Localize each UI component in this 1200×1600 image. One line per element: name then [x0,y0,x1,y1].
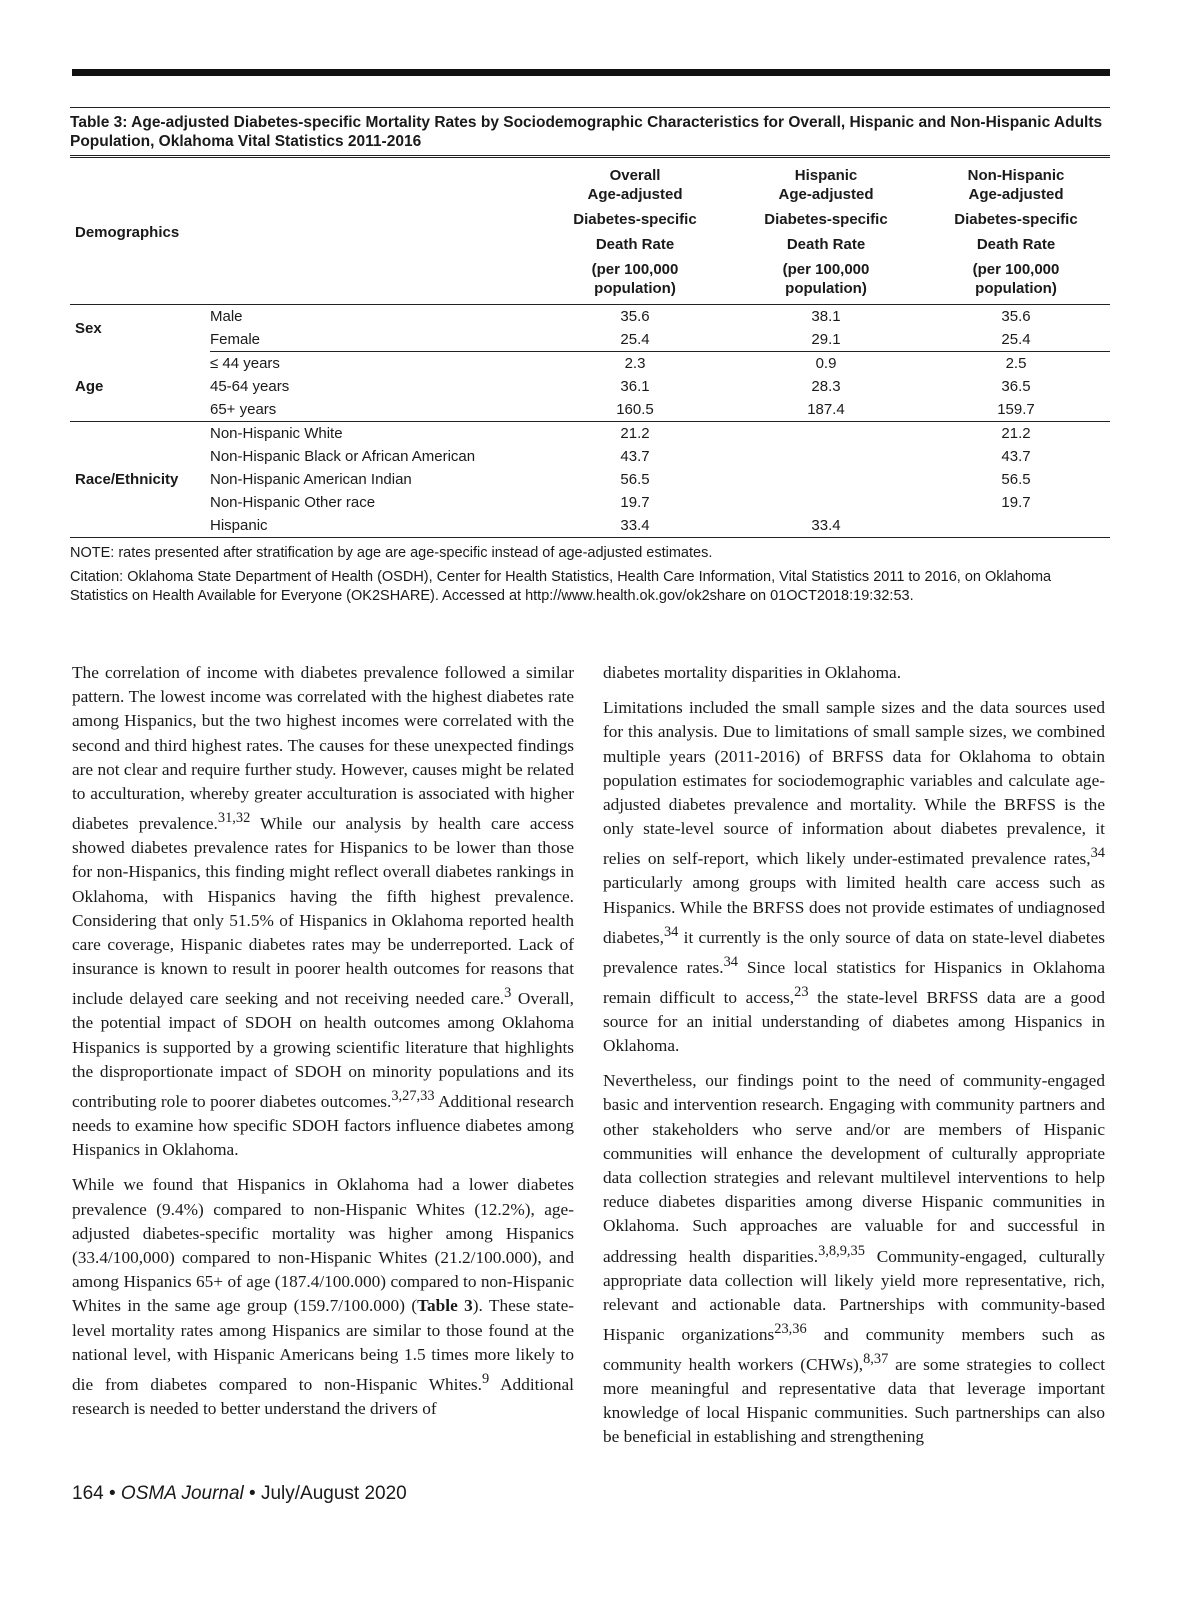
row-label: 65+ years [210,398,540,422]
table-title: Table 3: Age-adjusted Diabetes-specific Mortality Rates by Sociodemographic Characteristics for Overall, Hispanic and Non-Hispanic Adults Population, Oklahoma Vital Statistics 2011-2016 [70,107,1110,155]
cell-overall: 33.4 [540,514,730,538]
page-footer [72,1483,407,1505]
header-hispanic [730,157,922,305]
row-label: Hispanic [210,514,540,538]
cell-hispanic: 28.3 [811,378,841,395]
footer-separator: • [243,1483,261,1504]
header-hispanic-l5: (per 100,000 [782,261,870,278]
cell-overall: 35.6 [620,308,650,325]
text-run: Additional research needs to examine how specific SDOH factors influence diabetes among Hispanics in Oklahoma. [72,1091,574,1160]
cell-overall: 160.5 [540,398,730,422]
header-overall [540,157,730,305]
header-nonhispanic-l4: Death Rate [976,236,1056,253]
citation-ref: 3,27,33 [391,1087,435,1104]
header-hispanic-l1: Hispanic [794,167,858,184]
paragraph [72,661,574,1162]
citation-ref: 34 [723,953,738,970]
journal-name: OSMA Journal [120,1483,244,1504]
cell-nonhispanic: 21.2 [1001,425,1031,442]
citation-ref: 31,32 [217,810,251,827]
paragraph [603,1069,1105,1449]
row-label: Non-Hispanic White [210,425,343,442]
text-run: Limitations included the small sample sizes and the data sources used for this analysis. Due to limitations of small sample sizes, we combined multiple years (2011-2016) of BRFSS data for Oklahoma to obtain population estimates for sociodemographic variables and calculate age-adjusted diabetes prevalence and mortality. While the BRFSS is the only state-level source of information about diabetes prevalence, it relies on self-report, which likely under-estimated prevalence rates, [603,698,1105,869]
cell-nonhispanic: 56.5 [1001,471,1031,488]
cell-nonhispanic: 36.5 [1001,378,1031,395]
cell-hispanic: 29.1 [730,328,922,352]
citation-ref: 23 [794,983,809,1000]
text-run: are some strategies to collect more meaningful and representative data that leverage important knowledge of local Hispanic communities. Such partnerships can also be beneficial in establishing and strengthening [603,1354,1105,1447]
cell-overall: 19.7 [620,494,650,511]
row-label: 45-64 years [210,378,290,395]
page-number: 164 [72,1483,104,1504]
mortality-table [70,155,1110,538]
row-label: Male [210,308,243,325]
row-label: Non-Hispanic Other race [210,494,376,511]
table-section [70,107,1110,606]
cell-overall: 36.1 [620,378,650,395]
citation-ref: 8,37 [863,1350,889,1367]
top-rule [72,69,1110,76]
header-nonhispanic-l2: Age-adjusted [968,186,1064,203]
table-reference: Table 3 [417,1296,473,1316]
header-nonhispanic [922,157,1110,305]
paragraph [72,1173,574,1421]
text-run: While we found that Hispanics in Oklahoma had a lower diabetes prevalence (9.4%) compared to non-Hispanic Whites (12.2%), age-adjusted diabetes-specific mortality was higher among Hispanics (33.4/100,000) compared to non-Hispanic Whites (21.2/100.000), and among Hispanics 65+ of age (187.4/100.000) compared to non-Hispanic Whites in the same age group (159.7/100.000) ( [72,1175,574,1316]
header-overall-l5: (per 100,000 [591,261,679,278]
table-row [70,328,1110,352]
header-hispanic-l4: Death Rate [786,236,866,253]
text-run: Nevertheless, our findings point to the need of community-engaged basic and intervention research. Engaging with community partners and other stakeholders who serve and/or are members of Hispanic communities will enhance the development of culturally appropriate data collection strategies and relevant multilevel interventions to help reduce diabetes disparities among diverse Hispanic communities in Oklahoma. Such approaches are valuable for and successful in addressing health disparities. [603,1071,1105,1266]
header-overall-l6: population) [594,280,676,297]
header-hispanic-l6: population) [785,280,867,297]
group-race: Race/Ethnicity [70,422,210,538]
cell-nonhispanic [922,514,1110,538]
body-column-left [72,661,574,1432]
group-sex: Sex [75,319,102,337]
cell-hispanic: 187.4 [730,398,922,422]
cell-overall: 25.4 [540,328,730,352]
header-nonhispanic-l6: population) [975,280,1057,297]
header-nonhispanic-l3: Diabetes-specific [954,211,1078,228]
text-run: and community members such as community health workers (CHWs), [603,1324,1105,1374]
cell-hispanic: 38.1 [811,308,841,325]
cell-nonhispanic: 25.4 [922,328,1110,352]
table-header-row [70,157,1110,305]
issue-date: July/August 2020 [260,1483,407,1504]
cell-nonhispanic: 2.5 [1005,355,1027,372]
table-row [70,491,1110,514]
cell-hispanic: 0.9 [815,355,837,372]
header-overall-l2: Age-adjusted [587,186,683,203]
table-row [70,445,1110,468]
text-run: particularly among groups with limited health care access such as Hispanics. While the BRFSS does not provide estimates of undiagnosed diabetes, [603,873,1105,947]
citation-ref: 34 [663,923,679,940]
body-column-right [603,661,1105,1460]
cell-nonhispanic: 19.7 [1001,494,1031,511]
table-note: NOTE: rates presented after stratification by age are age-specific instead of age-adjusted estimates. [70,545,713,561]
citation-ref: 9 [481,1370,490,1387]
text-run: The correlation of income with diabetes prevalence followed a similar pattern. The lowest income was correlated with the highest diabetes rate among Hispanics, but the two highest incomes were correlated with the second and third highest rates. The causes for these unexpected findings are not clear and require further study. However, causes might be related to acculturation, whereby greater acculturation is associated with higher diabetes prevalence. [72,663,574,833]
cell-nonhispanic: 35.6 [1001,308,1031,325]
row-label: ≤ 44 years [210,355,280,372]
text-run: While our analysis by health care access showed diabetes prevalence rates for Hispanics to be lower than those for non-Hispanics, this finding might reflect overall diabetes rankings in Oklahoma, with Hispanics having the fifth highest prevalence. Considering that only 51.5% of Hispanics in Oklahoma reported health care coverage, Hispanic diabetes rates may be underreported. Lack of insurance is known to result in poorer health outcomes for reasons that include delayed care seeking and not receiving needed care. [72,813,574,1009]
table-citation: Citation: Oklahoma State Department of Health (OSDH), Center for Health Statistics, Health Care Information, Vital Statistics 2011 to 2016, on Oklahoma Statistics on Health Available for Everyone (OK2SHARE). Accessed at http://www.health.ok.gov/ok2share on 01OCT2018:19:32:53. [70,569,1052,604]
header-overall-l3: Diabetes-specific [573,211,697,228]
cell-nonhispanic: 43.7 [1001,448,1031,465]
group-age: Age [70,352,210,422]
cell-hispanic: 33.4 [730,514,922,538]
cell-overall: 2.3 [624,355,646,372]
header-nonhispanic-l5: (per 100,000 [972,261,1060,278]
text-run: ). These state-level mortality rates among Hispanics are similar to those found at the national level, with Hispanic Americans being 1.5 times more likely to die from diabetes compared to non-Hispanic Whites. [72,1296,574,1394]
paragraph [603,696,1105,1058]
table-row [70,352,1110,376]
citation-ref: 23,36 [774,1320,807,1337]
table-row [70,514,1110,538]
table-row [70,398,1110,422]
table-row [70,305,1110,329]
citation-ref: 3,8,9,35 [818,1242,865,1259]
table-row [70,422,1110,446]
cell-hispanic [730,468,922,491]
text-run: Community-engaged, culturally appropriate data collection will likely yield more representative, rich, relevant and actionable data. Partnerships with community-based Hispanic organizations [603,1246,1105,1344]
table-row [70,468,1110,491]
cell-overall: 43.7 [620,448,650,465]
cell-nonhispanic: 159.7 [922,398,1110,422]
header-nonhispanic-l1: Non-Hispanic [967,167,1065,184]
text-run: it currently is the only source of data on state-level diabetes prevalence rates. [603,927,1105,977]
text-run: Since local statistics for Hispanics in Oklahoma remain difficult to access, [603,957,1105,1007]
row-label: Non-Hispanic American Indian [210,471,412,488]
text-run: the state-level BRFSS data are a good source for an initial understanding of diabetes among Hispanics in Oklahoma. [603,987,1106,1055]
row-label: Non-Hispanic Black or African American [210,448,476,465]
cell-overall: 21.2 [620,425,650,442]
text-run: Overall, the potential impact of SDOH on health outcomes among Oklahoma Hispanics is supported by a growing scientific literature that highlights the disproportionate impact of SDOH on minority populations and its contributing role to poorer diabetes outcomes. [72,989,574,1111]
cell-hispanic [730,422,922,446]
citation-ref: 3 [504,985,512,1002]
header-demographics: Demographics [70,157,540,305]
cell-overall: 56.5 [620,471,650,488]
header-overall-l4: Death Rate [595,236,675,253]
header-overall-l1: Overall [609,167,661,184]
table-row [70,375,1110,398]
text-run: Additional research is needed to better understand the drivers of [72,1374,574,1418]
cell-hispanic [730,491,922,514]
header-hispanic-l2: Age-adjusted [778,186,874,203]
citation-ref: 34 [1090,845,1105,862]
row-label: Female [210,328,540,352]
header-hispanic-l3: Diabetes-specific [764,211,888,228]
paragraph: diabetes mortality disparities in Oklahoma. [603,663,902,682]
cell-hispanic [730,445,922,468]
footer-separator: • [103,1483,121,1504]
